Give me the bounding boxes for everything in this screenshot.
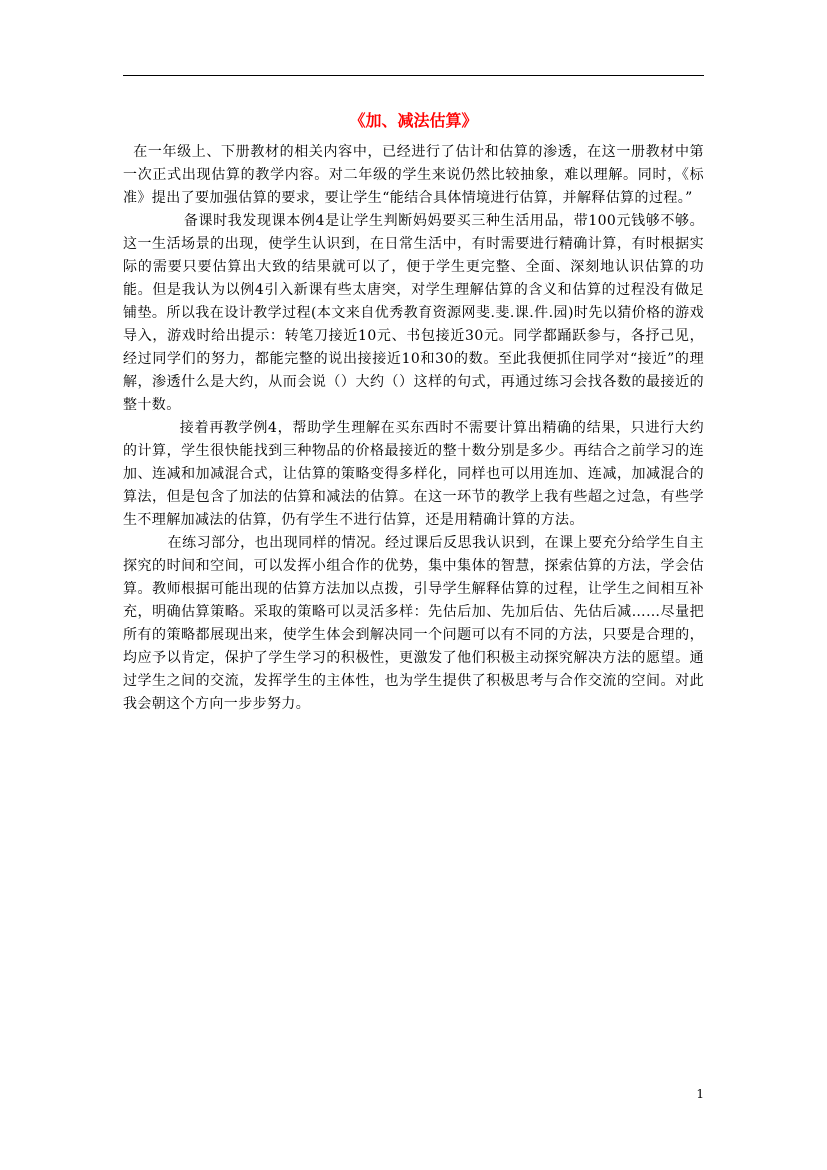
header-rule <box>123 75 704 76</box>
document-title: 《加、减法估算》 <box>349 111 478 130</box>
paragraph-text: 在练习部分，也出现同样的情况。经过课后反思我认识到，在课上要充分给学生自主探究的时间和空间，可以发挥小组合作的优势，集中集体的智慧，探索估算的方法，学会估算。教师根据可能出现的估算方法加以点拨，引导学生解释估算的过程，让学生之间相互补充，明确估算策略。采取的策略可以灵活多样：先估后加、先加后估、先估后减……尽量把所有的策略都展现出来，使学生体会到解决同一个问题可以有不同的方法，只要是合理的，均应予以肯定，保护了学生学习的积极性，更激发了他们积极主动探究解决方法的愿望。通过学生之间的交流，发挥学生的主体性，也为学生提供了积极思考与合作交流的空间。对此我会朝这个方向一步步努力。 <box>123 535 704 712</box>
paragraph-text: 在一年级上、下册教材的相关内容中，已经进行了估计和估算的渗透，在这一册教材中第一次正式出现估算的教学内容。对二年级的学生来说仍然比较抽象，难以理解。同时，《标准》提出了要加强估算的要求，要让学生“能结合具体情境进行估算，并解释估算的过程。” <box>123 144 704 206</box>
page-number: 1 <box>696 1087 704 1101</box>
paragraph-3 <box>123 417 704 532</box>
paragraph-indent <box>123 213 184 229</box>
paragraph-text: 接着再教学例4，帮助学生理解在买东西时不需要计算出精确的结果，只进行大约的计算，学生很快能找到三种物品的价格最接近的整十数分别是多少。再结合之前学习的连加、连减和加减混合式，让估算的策略变得多样化，同样也可以用连加、连减，加减混合的算法，但是包含了加法的估算和减法的估算。在这一环节的教学上我有些超之过急，有些学生不理解加减法的估算，仍有学生不进行估算，还是用精确计算的方法。 <box>123 420 704 528</box>
paragraph-2 <box>123 210 704 417</box>
paragraph-4 <box>123 532 704 716</box>
paragraph-text: 备课时我发现课本例4是让学生判断妈妈要买三种生活用品，带100元钱够不够。这一生活场景的出现，使学生认识到，在日常生活中，有时需要进行精确计算，有时根据实际的需要只要估算出大致的结果就可以了，便于学生更完整、全面、深刻地认识估算的功能。但是我认为以例4引入新课有些太唐突，对学生理解估算的含义和估算的过程没有做足铺垫。所以我在设计教学过程(本文来自优秀教育资源网斐.斐.课.件.园)时先以猜价格的游戏导入，游戏时给出提示：转笔刀接近10元、书包接近30元。同学都踊跃参与，各抒己见，经过同学们的努力，都能完整的说出接接近10和30的数。至此我便抓住同学对“接近”的理解，渗透什么是大约，从而会说（）大约（）这样的句式，再通过练习会找各数的最接近的整十数。 <box>123 213 704 413</box>
paragraph-indent <box>123 535 168 551</box>
paragraph-indent <box>123 144 133 160</box>
document-body <box>123 141 704 716</box>
paragraph-1 <box>123 141 704 210</box>
paragraph-indent <box>123 420 180 436</box>
